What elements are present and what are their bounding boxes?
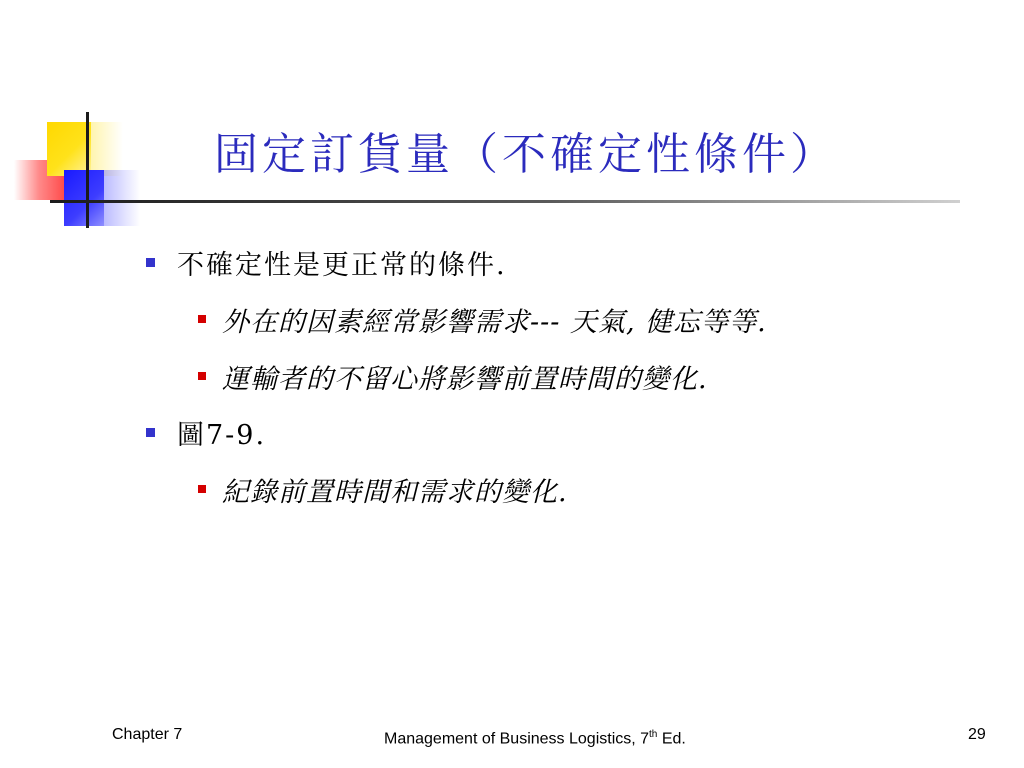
sub-bullet-text: 運輸者的不留心將影響前置時間的變化.	[222, 363, 708, 395]
footer-book-title	[384, 722, 686, 748]
square-bullet-icon	[146, 428, 155, 437]
title-underline	[50, 200, 960, 203]
footer-book-sup: th	[649, 729, 658, 740]
footer-chapter: Chapter 7	[112, 726, 183, 743]
bullet-text: 不確定性是更正常的條件.	[177, 249, 507, 281]
square-bullet-icon	[198, 315, 206, 323]
bullet-item	[146, 414, 266, 450]
square-bullet-icon	[198, 372, 206, 380]
bullet-text: 圖7-9.	[177, 419, 267, 451]
decor-blue-fade	[104, 170, 140, 226]
sub-bullet-item	[198, 301, 767, 337]
sub-bullet-text: 外在的因素經常影響需求--- 天氣, 健忘等等.	[222, 306, 767, 338]
decor-vertical-line	[86, 112, 89, 228]
decor-yellow-fade	[91, 122, 123, 176]
square-bullet-icon	[146, 258, 155, 267]
decor-blue-square	[64, 170, 104, 226]
footer-book-suffix: Ed.	[657, 730, 686, 748]
sub-bullet-text: 紀錄前置時間和需求的變化.	[222, 476, 568, 508]
bullet-item	[146, 244, 507, 280]
square-bullet-icon	[198, 485, 206, 493]
page-number: 29	[968, 726, 986, 743]
sub-bullet-item	[198, 471, 568, 507]
sub-bullet-item	[198, 358, 708, 394]
slide-title: 固定訂貨量（不確定性條件）	[214, 129, 838, 180]
decor-yellow-square	[47, 122, 91, 176]
footer-book-prefix: Management of Business Logistics, 7	[384, 730, 650, 748]
